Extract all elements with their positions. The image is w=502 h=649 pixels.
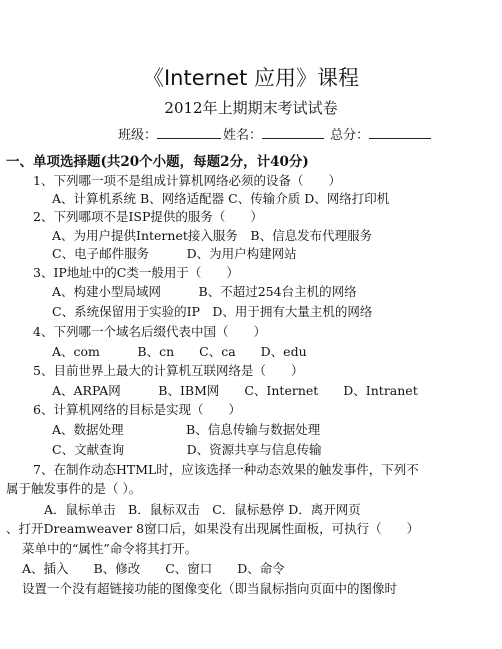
name-label: 姓名： xyxy=(223,128,263,143)
question-6-options-row-1: A、数据处理 B、信息传输与数据处理 xyxy=(52,422,321,437)
question-4: 4、下列哪一个域名后缀代表中国（ ） xyxy=(33,324,266,339)
question-9: 设置一个没有超链接功能的图像变化（即当鼠标指向页面中的图像时 xyxy=(22,581,398,596)
score-label: 总分： xyxy=(330,128,370,143)
question-3-options-row-1: A、构建小型局域网 B、不超过254台主机的网络 xyxy=(52,284,357,299)
student-info-row xyxy=(118,124,433,143)
question-1-options: A、计算机系统 B、网络适配器 C、传输介质 D、网络打印机 xyxy=(52,191,390,206)
question-7: 7、在制作动态HTML时，应该选择一种动态效果的触发事件，下列不 xyxy=(33,462,419,477)
question-8-continuation: 菜单中的“属性”命令将其打开。 xyxy=(22,541,198,556)
question-6-options-row-2: C、文献查询 D、资源共享与信息传输 xyxy=(52,442,322,457)
question-5: 5、目前世界上最大的计算机互联网络是（ ） xyxy=(33,363,304,378)
class-blank xyxy=(157,126,221,139)
question-7-options: A．鼠标单击 B．鼠标双击 C．鼠标悬停 D．离开网页 xyxy=(44,502,361,517)
class-label: 班级： xyxy=(118,128,158,143)
question-2: 2、下列哪项不是ISP提供的服务（ ） xyxy=(33,209,263,224)
question-7-continuation: 属于触发事件的是（ ）。 xyxy=(6,481,142,496)
question-4-options: A、com B、cn C、ca D、edu xyxy=(52,344,307,359)
question-3-options-row-2: C、系统保留用于实验的IP D、用于拥有大量主机的网络 xyxy=(52,304,373,319)
exam-subtitle: 2012年上期期末考试试卷 xyxy=(164,99,338,117)
question-6: 6、计算机网络的目标是实现（ ） xyxy=(33,402,241,417)
score-blank xyxy=(369,126,431,139)
question-2-options-row-2: C、电子邮件服务 D、为用户构建网站 xyxy=(52,246,297,261)
question-1: 1、下列哪一项不是组成计算机网络必须的设备（ ） xyxy=(33,173,341,188)
question-5-options: A、ARPA网 B、IBM网 C、Internet D、Intranet xyxy=(52,383,418,398)
section-heading: 一、单项选择题(共20个小题，每题2分，计40分) xyxy=(6,154,309,170)
question-2-options-row-1: A、为用户提供Internet接入服务 B、信息发布代理服务 xyxy=(52,228,373,243)
name-blank xyxy=(262,126,324,139)
page-title: 《Internet 应用》课程 xyxy=(142,66,360,90)
question-8: 、打开Dreamweaver 8窗口后，如果没有出现属性面板，可执行（ ） xyxy=(6,521,420,536)
question-3: 3、IP地址中的C类一般用于（ ） xyxy=(33,265,239,280)
question-8-options: A、插入 B、修改 C、窗口 D、命令 xyxy=(22,561,285,576)
